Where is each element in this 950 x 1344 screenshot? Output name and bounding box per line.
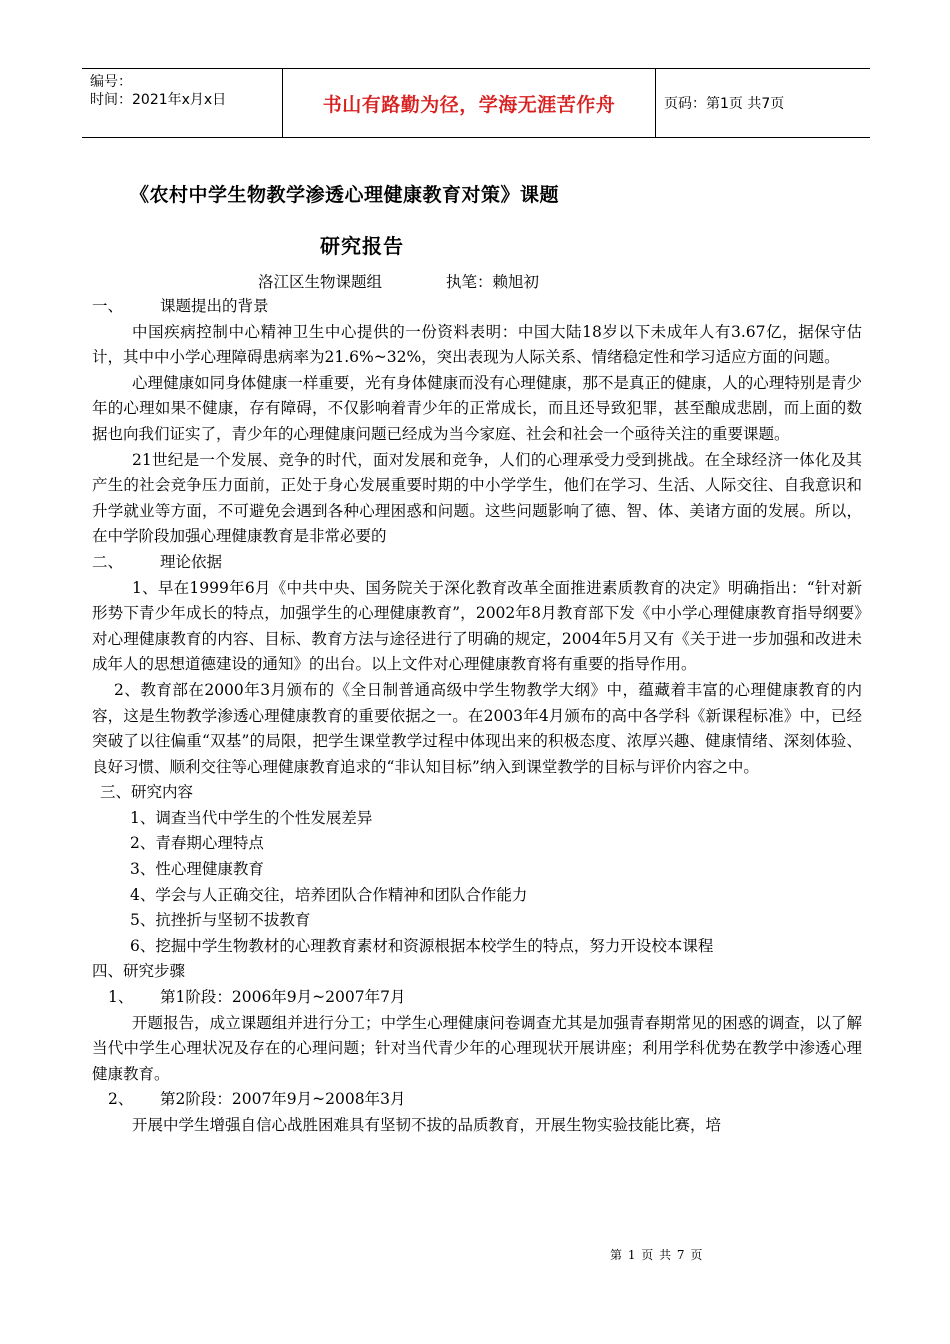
step-number: 1、: [108, 988, 134, 1007]
section-heading-2: [92, 550, 862, 576]
page-header: [82, 68, 870, 138]
time-label: 时间：2021年x月x日: [90, 92, 227, 108]
section-heading-3: 三、研究内容: [100, 783, 194, 802]
step-title: 第1阶段：2006年9月~2007年7月: [160, 988, 406, 1007]
section-title: 理论依据: [160, 552, 223, 571]
step-title: 第2阶段：2007年9月~2008年3月: [160, 1090, 406, 1109]
document-title: 《农村中学生物教学渗透心理健康教育对策》课题: [130, 184, 560, 206]
paragraph: 21世纪是一个发展、竞争的时代，面对发展和竞争，人们的心理承受力受到挑战。在全球经济一体化及其产生的社会竞争压力面前，正处于身心发展重要时期的中小学学生，他们在学习、生活、人际交往、自我意识和升学就业等方面，不可避免会遇到各种心理困惑和问题。这些问题影响了德、智、体、美诸方面的发展。所以，在中学阶段加强心理健康教育是非常必要的: [92, 450, 862, 546]
paragraph: 2、教育部在2000年3月颁布的《全日制普通高级中学生物教学大纲》中，蕴藏着丰富的心理健康教育的内容，这是生物教学渗透心理健康教育的重要依据之一。在2003年4月颁布的高中各学科《新课程标准》中，已经突破了以往偏重“双基”的局限，把学生课堂教学过程中体现出来的积极态度、浓厚兴趣、健康情绪、深刻体验、良好习惯、顺利交往等心理健康教育追求的“非认知目标”纳入到课堂教学的目标与评价内容之中。: [92, 680, 862, 776]
list-item: 4、学会与人正确交往，培养团队合作精神和团队合作能力: [130, 885, 528, 904]
section-heading-4: 四、研究步骤: [92, 962, 186, 981]
step-heading-2: [92, 1087, 862, 1113]
section-number: 一、: [92, 297, 124, 315]
section-title: 课题提出的背景: [160, 297, 269, 315]
serial-label: 编号：: [90, 74, 132, 90]
list-item: 3、性心理健康教育: [130, 860, 264, 879]
paragraph: 中国疾病控制中心精神卫生中心提供的一份资料表明：中国大陆18岁以下未成年人有3.67亿，据保守估计，其中中小学心理障碍患病率为21.6%~32%，突出表现为人际关系、情绪稳定性和学习适应方面的问题。: [92, 322, 862, 367]
document-subtitle: 研究报告: [320, 234, 404, 258]
paragraph: 开展中学生增强自信心战胜困难具有坚韧不拔的品质教育，开展生物实验技能比赛，培: [132, 1116, 722, 1134]
step-heading-1: [92, 985, 862, 1011]
page-footer: 第 1 页 共 7 页: [610, 1248, 704, 1262]
header-motto: 书山有路勤为径，学海无涯苦作舟: [282, 69, 656, 137]
section-heading-1: [92, 294, 862, 320]
section-number: 二、: [92, 552, 124, 571]
list-item: 5、抗挫折与坚韧不拔教育: [130, 911, 311, 930]
paragraph: 1、早在1999年6月《中共中央、国务院关于深化教育改革全面推进素质教育的决定》明确指出：“针对新形势下青少年成长的特点，加强学生的心理健康教育”，2002年8月教育部下发《中小学心理健康教育指导纲要》对心理健康教育的内容、目标、教育方法与途径进行了明确的规定，2004年5月又有《关于进一步加强和改进未成年人的思想道德建设的通知》的出台。以上文件对心理健康教育将有重要的指导作用。: [92, 578, 862, 674]
byline: 洛江区生物课题组 执笔：赖旭初: [258, 273, 540, 291]
list-item: 2、青春期心理特点: [130, 834, 264, 853]
list-item: 6、挖掘中学生物教材的心理教育素材和资源根据本校学生的特点，努力开设校本课程: [130, 936, 714, 955]
list-item: 1、调查当代中学生的个性发展差异: [130, 808, 373, 827]
step-number: 2、: [108, 1090, 134, 1109]
header-meta: [90, 73, 280, 109]
header-page-label: 页码：第1页 共7页: [664, 96, 785, 112]
document-body: [92, 294, 862, 1139]
paragraph: 心理健康如同身体健康一样重要，光有身体健康而没有心理健康，那不是真正的健康，人的心理特别是青少年的心理如果不健康，存有障碍，不仅影响着青少年的正常成长，而且还导致犯罪，甚至酿成悲剧，而上面的数据也向我们证实了，青少年的心理健康问题已经成为当今家庭、社会和社会一个亟待关注的重要课题。: [92, 373, 862, 443]
paragraph: 开题报告，成立课题组并进行分工；中学生心理健康问卷调查尤其是加强青春期常见的困惑的调查，以了解当代中学生心理状况及存在的心理问题；针对当代青少年的心理现状开展讲座；利用学科优势在教学中渗透心理健康教育。: [92, 1013, 862, 1083]
